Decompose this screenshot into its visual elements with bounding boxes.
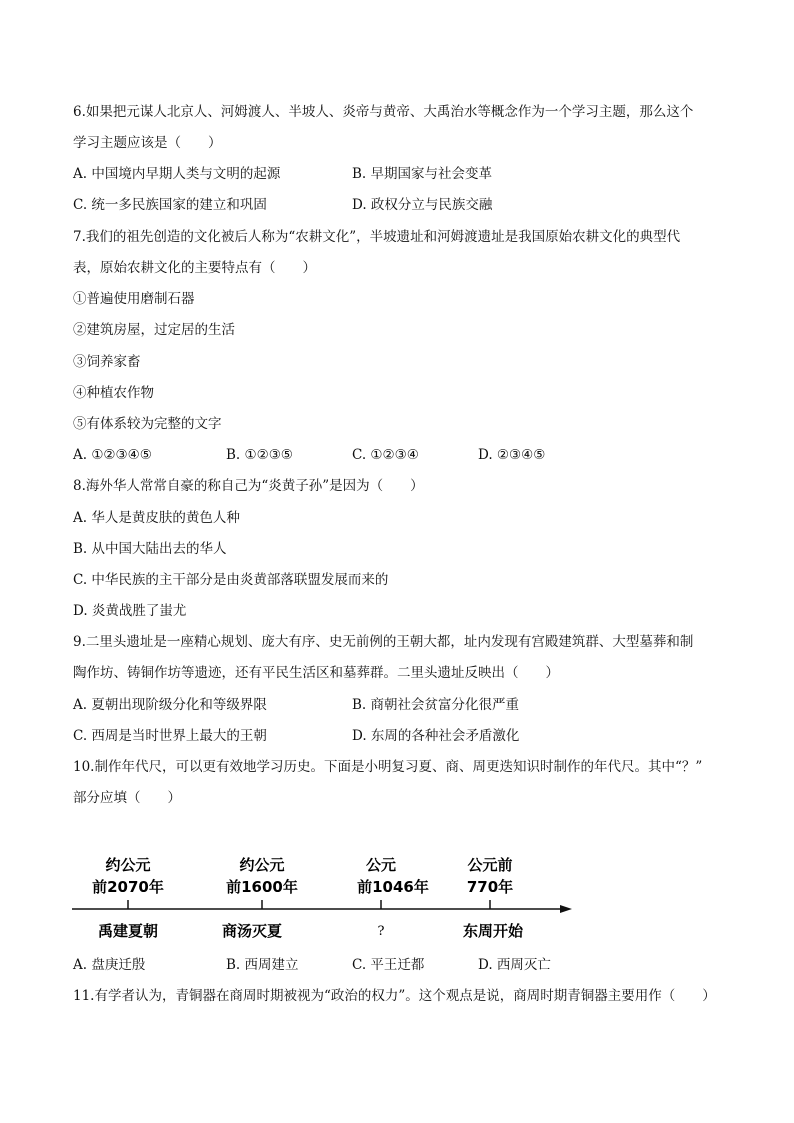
q8-option-a: A. 华人是黄皮肤的黄色人种 — [73, 510, 240, 526]
timeline-point-2-date-line1: 约公元 — [239, 856, 285, 874]
q8-stem-line1: 8.海外华人常常自豪的称自己为“炎黄子孙”是因为（ ） — [73, 478, 424, 494]
q6-option-c: C. 统一多民族国家的建立和巩固 — [73, 197, 267, 213]
q9-stem-line1: 9.二里头遗址是一座精心规划、庞大有序、史无前例的王朝大都，址内发现有宫殿建筑群、大型墓葬和制 — [73, 634, 694, 650]
q7-stem-line1: 7.我们的祖先创造的文化被后人称为“农耕文化”，半坡遗址和河姆渡遗址是我国原始农耕文化的典型代 — [73, 229, 681, 245]
q7-option-d: D. ②③④⑤ — [478, 447, 546, 463]
q10-option-a: A. 盘庚迁殷 — [73, 957, 146, 973]
q6-stem-line1: 6.如果把元谋人北京人、河姆渡人、半坡人、炎帝与黄帝、大禹治水等概念作为一个学习主题，那么这个 — [73, 104, 694, 120]
timeline-point-2-event: 商汤灭夏 — [221, 922, 283, 940]
timeline-point-3-date-line1: 公元 — [365, 856, 397, 874]
timeline-point-4-date-line1: 公元前 — [467, 856, 513, 874]
q8-option-c: C. 中华民族的主干部分是由炎黄部落联盟发展而来的 — [73, 572, 389, 588]
q9-stem-line2: 陶作坊、铸铜作坊等遗迹，还有平民生活区和墓葬群。二里头遗址反映出（ ） — [73, 665, 559, 681]
timeline-point-1-date-line2: 前2070年 — [92, 878, 164, 896]
timeline-figure — [66, 848, 586, 948]
q7-stem-line2: 表，原始农耕文化的主要特点有（ ） — [73, 260, 316, 276]
q7-item-4: ④种植农作物 — [73, 385, 154, 401]
timeline-point-1-event: 禹建夏朝 — [97, 922, 159, 940]
q9-option-a: A. 夏朝出现阶级分化和等级界限 — [73, 697, 267, 713]
timeline-arrow-icon — [560, 905, 572, 913]
timeline-point-3-date-line2: 前1046年 — [357, 878, 429, 896]
q10-option-b: B. 西周建立 — [226, 957, 299, 973]
q7-option-b: B. ①②③⑤ — [226, 447, 293, 463]
q8-option-b: B. 从中国大陆出去的华人 — [73, 541, 227, 557]
timeline-point-3-event: ? — [377, 924, 385, 939]
q10-stem-line1: 10.制作年代尺，可以更有效地学习历史。下面是小明复习夏、商、周更迭知识时制作的年代尺。其中“？” — [73, 759, 703, 775]
q10-stem-line2: 部分应填（ ） — [73, 790, 181, 806]
q9-option-b: B. 商朝社会贫富分化很严重 — [352, 697, 520, 713]
q7-item-1: ①普遍使用磨制石器 — [73, 291, 195, 307]
q7-option-c: C. ①②③④ — [352, 447, 419, 463]
q6-stem-line2: 学习主题应该是（ ） — [73, 135, 222, 151]
q6-option-b: B. 早期国家与社会变革 — [352, 166, 493, 182]
q9-option-c: C. 西周是当时世界上最大的王朝 — [73, 728, 267, 744]
q9-option-d: D. 东周的各种社会矛盾激化 — [352, 728, 520, 744]
q6-option-a: A. 中国境内早期人类与文明的起源 — [73, 166, 281, 182]
q7-item-3: ③饲养家畜 — [73, 354, 141, 370]
q8-option-d: D. 炎黄战胜了蚩尤 — [73, 603, 187, 619]
timeline-point-4-event: 东周开始 — [462, 922, 524, 940]
timeline-point-1-date-line1: 约公元 — [105, 856, 151, 874]
q7-item-5: ⑤有体系较为完整的文字 — [73, 416, 222, 432]
q11-stem-line1: 11.有学者认为，青铜器在商周时期被视为“政治的权力”。这个观点是说，商周时期青铜器主要用作（ ） — [73, 988, 716, 1004]
q10-option-d: D. 西周灭亡 — [478, 957, 551, 973]
q6-option-d: D. 政权分立与民族交融 — [352, 197, 493, 213]
q7-option-a: A. ①②③④⑤ — [73, 447, 152, 463]
timeline-point-2-date-line2: 前1600年 — [226, 878, 298, 896]
q10-option-c: C. 平王迁都 — [352, 957, 425, 973]
timeline-point-4-date-line2: 770年 — [466, 878, 514, 896]
q7-item-2: ②建筑房屋，过定居的生活 — [73, 322, 235, 338]
